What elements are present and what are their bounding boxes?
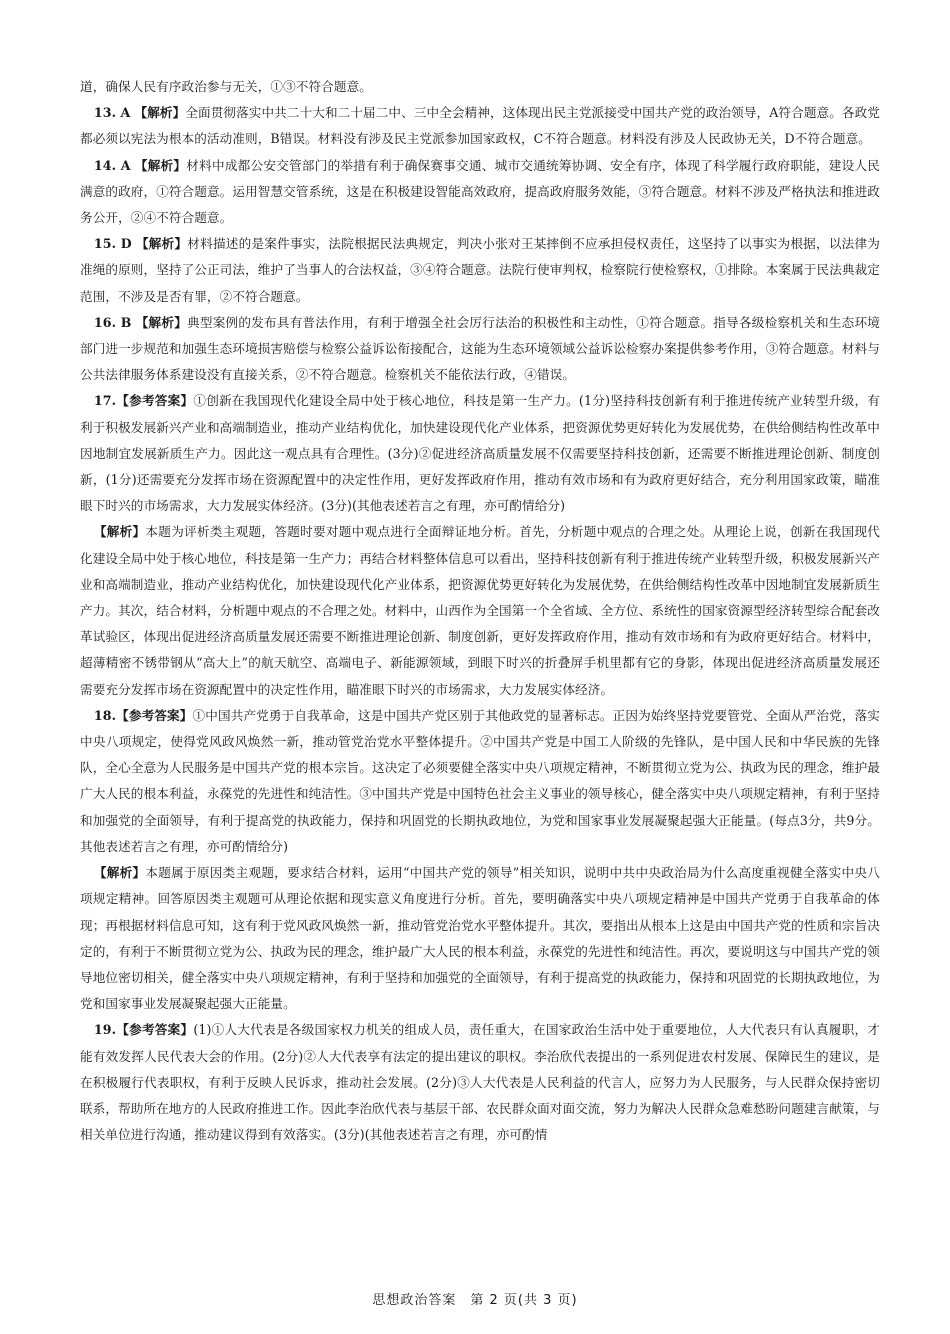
question-number: 19. bbox=[93, 1022, 117, 1038]
analysis-tag: 【解析】 bbox=[93, 865, 146, 881]
question-number: 13. A bbox=[93, 105, 131, 121]
paragraph-text: ①创新在我国现代化建设全局中处于核心地位，科技是第一生产力。(1分)坚持科技创新有利于推进传统产业转型升级，有利于积极发展新兴产业和高端制造业，推动产业结构优化，加快建设现代化产业体系，把资源优势更好转化为发展优势，在供给侧结构性改革中因地制宜发展新质生产力。因此这一观点具有合理性。(3分)②促进经济高质量发展不仅需要坚持科技创新，还需要不断推进理论创新、制度创新，(1分)还需要充分发挥市场在资源配置中的决定性作用，更好发挥政府作用，推动有效市场和有为政府更好结合，充分利用国家政策，瞄准眼下时兴的市场需求，大力发展实体经济。(3分)(其他表述若言之有理，亦可酌情给分) bbox=[80, 393, 880, 514]
answer-document bbox=[80, 74, 880, 1148]
analysis-tag: 【解析】 bbox=[93, 524, 146, 540]
question-number: 15. D bbox=[93, 236, 132, 252]
paragraph-text: 材料中成都公安交管部门的举措有利于确保赛事交通、城市交通统筹协调、安全有序，体现了科学履行政府职能，建设人民满意的政府，①符合题意。运用智慧交管系统，这是在积极建设智能高效政府，提高政府服务效能，③符合题意。材料不涉及严格执法和推进政务公开，②④不符合题意。 bbox=[80, 157, 880, 226]
page-footer: 思想政治答案 第 2 页(共 3 页) bbox=[372, 1293, 578, 1308]
analysis-tag: 【解析】 bbox=[135, 236, 188, 252]
reference-answer-tag: 【参考答案】 bbox=[116, 1022, 194, 1038]
question-number: 14. A bbox=[93, 157, 131, 173]
analysis-tag: 【解析】 bbox=[134, 157, 187, 173]
paragraph-text: 典型案例的发布具有普法作用，有利于增强全社会厉行法治的积极性和主动性，①符合题意。指导各级检察机关和生态环境部门进一步规范和加强生态环境损害赔偿与检察公益诉讼衔接配合，这能为生态环境领域公益诉讼检察办案提供参考作用，③符合题意。材料与公共法律服务体系建设没有直接关系，②不符合题意。检察机关不能依法行政，④错误。 bbox=[80, 314, 880, 383]
question-number: 17. bbox=[93, 393, 117, 409]
paragraph-text: 道，确保人民有序政治参与无关，①③不符合题意。 bbox=[80, 79, 372, 94]
analysis-tag: 【解析】 bbox=[135, 314, 188, 330]
question-number: 18. bbox=[93, 707, 117, 723]
paragraph-text: (1)①人大代表是各级国家权力机关的组成人员，责任重大，在国家政治生活中处于重要地位，人大代表只有认真履职，才能有效发挥人民代表大会的作用。(2分)②人大代表享有法定的提出建议的职权。李治欣代表提出的一系列促进农村发展、保障民生的建议，是在积极履行代表职权，有利于反映人民诉求，推动社会发展。(2分)③人大代表是人民利益的代言人，应努力为人民服务，与人民群众保持密切联系，帮助所在地方的人民政府推进工作。因此李治欣代表与基层干部、农民群众面对面交流，努力为解决人民群众急难愁盼问题建言献策，与相关单位进行沟通，推动建议得到有效落实。(3分)(其他表述若言之有理，亦可酌情 bbox=[80, 1022, 880, 1143]
paragraph-continuation bbox=[80, 74, 880, 100]
paragraph-text: 全面贯彻落实中共二十大和二十届二中、三中全会精神，这体现出民主党派接受中国共产党的政治领导，A符合题意。各政党都必须以宪法为根本的活动准则，B错误。材料没有涉及民主党派参加国家政权，C不符合题意。材料没有涉及人民政协无关，D不符合题意。 bbox=[80, 105, 880, 147]
reference-answer-tag: 【参考答案】 bbox=[116, 393, 194, 409]
paragraph-text: ①中国共产党勇于自我革命，这是中国共产党区别于其他政党的显著标志。正因为始终坚持党要管党、全面从严治党，落实中央八项规定，使得党风政风焕然一新，推动管党治党水平整体提升。②中国共产党是中国工人阶级的先锋队，是中国人民和中华民族的先锋队，全心全意为人民服务是中国共产党的根本宗旨。这决定了必须要健全落实中央八项规定精神，不断贯彻立党为公、执政为民的理念，维护最广大人民的根本利益，永葆党的先进性和纯洁性。③中国共产党是中国特色社会主义事业的领导核心，健全落实中央八项规定精神，有利于坚持和加强党的全面领导，有利于提高党的执政能力，保持和巩固党的长期执政地位，为党和国家事业发展凝聚起强大正能量。(每点3分，共9分。其他表述若言之有理，亦可酌情给分) bbox=[80, 707, 880, 854]
answer-18-analysis bbox=[80, 860, 880, 1017]
answer-19-reference bbox=[80, 1017, 880, 1148]
question-number: 16. B bbox=[93, 314, 132, 330]
answer-15 bbox=[80, 231, 880, 310]
answer-17-analysis bbox=[80, 519, 880, 702]
paragraph-text: 本题为评析类主观题，答题时要对题中观点进行全面辩证地分析。首先，分析题中观点的合理之处。从理论上说，创新在我国现代化建设全局中处于核心地位，科技是第一生产力；再结合材料整体信息可以看出，坚持科技创新有利于推进传统产业转型升级，积极发展新兴产业和高端制造业，推动产业结构优化，加快建设现代化产业体系，把资源优势更好转化为发展优势，在供给侧结构性改革中因地制宜发展新质生产力。其次，结合材料，分析题中观点的不合理之处。材料中，山西作为全国第一个全省域、全方位、系统性的国家资源型经济转型综合配套改革试验区，体现出促进经济高质量发展还需要不断推进理论创新、制度创新，更好发挥政府作用，推动有效市场和有为政府更好结合。材料中，超薄精密不锈带钢从“高大上”的航天航空、高端电子、新能源领域，到眼下时兴的折叠屏手机里都有它的身影，体现出促进经济高质量发展还需要充分发挥市场在资源配置中的决定性作用，瞄准眼下时兴的市场需求，大力发展实体经济。 bbox=[80, 524, 880, 697]
answer-16 bbox=[80, 310, 880, 389]
paragraph-text: 材料描述的是案件事实，法院根据民法典规定，判决小张对王某摔倒不应承担侵权责任，这坚持了以事实为根据，以法律为准绳的原则，坚持了公正司法，维护了当事人的合法权益，③④符合题意。法院行使审判权，检察院行使检察权，①排除。本案属于民法典裁定范围，不涉及是否有罪，②不符合题意。 bbox=[80, 236, 881, 304]
answer-17-reference bbox=[80, 388, 880, 519]
reference-answer-tag: 【参考答案】 bbox=[116, 707, 193, 723]
answer-13 bbox=[80, 100, 880, 152]
analysis-tag: 【解析】 bbox=[134, 105, 186, 121]
answer-14 bbox=[80, 153, 880, 232]
answer-18-reference bbox=[80, 703, 880, 860]
paragraph-text: 本题属于原因类主观题，要求结合材料，运用“中国共产党的领导”相关知识，说明中共中央政治局为什么高度重视健全落实中央八项规定精神。回答原因类主观题可从理论依据和现实意义角度进行分析。首先，要明确落实中央八项规定精神是中国共产党勇于自我革命的体现；再根据材料信息可知，这有利于党风政风焕然一新，推动管党治党水平整体提升。其次，要指出从根本上这是由中国共产党的性质和宗旨决定的，有利于不断贯彻立党为公、执政为民的理念，维护最广大人民的根本利益，永葆党的先进性和纯洁性。再次，要说明这与中国共产党的领导地位密切相关，健全落实中央八项规定精神，有利于坚持和加强党的全面领导，有利于提高党的执政能力，保持和巩固党的长期执政地位，为党和国家事业发展凝聚起强大正能量。 bbox=[80, 865, 880, 1012]
